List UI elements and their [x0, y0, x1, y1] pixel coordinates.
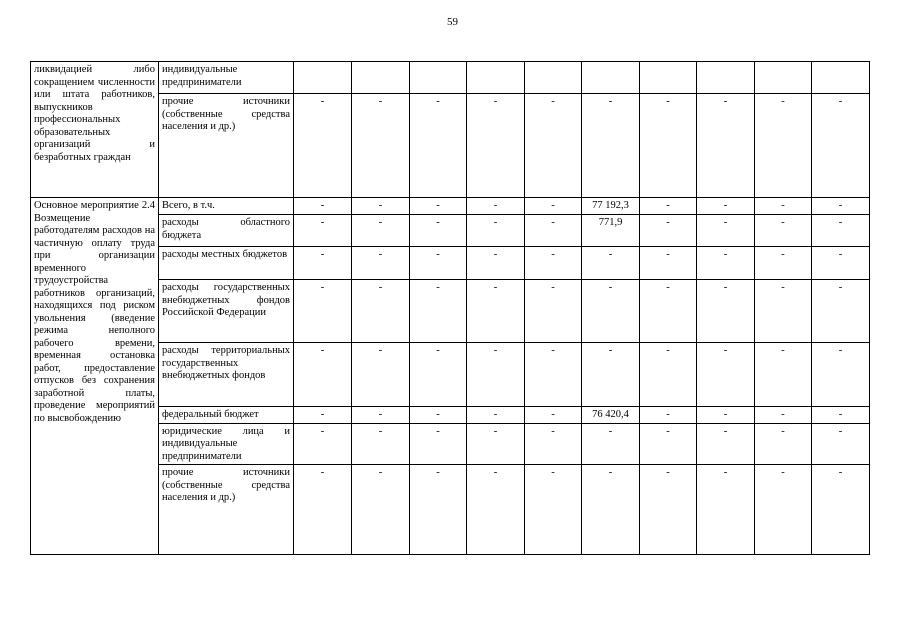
value-cell: [582, 407, 640, 424]
funding-source-cell: Всего, в т.ч.: [159, 198, 294, 215]
value-cell: [640, 343, 697, 407]
value-cell: [525, 465, 582, 555]
value-cell: [697, 465, 755, 555]
value-text: -: [320, 345, 325, 356]
value-text: -: [781, 409, 785, 420]
value-text: -: [781, 200, 785, 211]
value-cell: [582, 62, 640, 94]
value-cell: [410, 407, 467, 424]
value-text: -: [493, 282, 498, 293]
value-text: -: [551, 282, 555, 293]
value-text: -: [723, 345, 728, 356]
funding-source-cell: юридические лица и индивидуальные предприниматели: [159, 423, 294, 465]
value-cell: [294, 198, 352, 215]
value-text: -: [436, 217, 440, 228]
value-text: -: [436, 409, 440, 420]
value-cell: [294, 94, 352, 198]
value-cell: [352, 247, 410, 280]
value-cell: [525, 198, 582, 215]
value-text: -: [781, 345, 785, 356]
activity-cell: ликвидацией либо сокращением численности или штата работников, выпускников профессиональных образовательных организаций и безработных граждан: [31, 62, 159, 198]
value-cell: [352, 407, 410, 424]
value-text: -: [723, 467, 728, 478]
value-text: -: [436, 345, 440, 356]
value-text: -: [378, 282, 383, 293]
value-text: -: [666, 467, 670, 478]
value-cell: [294, 423, 352, 465]
value-cell: [467, 465, 525, 555]
value-cell: [697, 247, 755, 280]
value-text: -: [551, 345, 555, 356]
value-cell: [755, 247, 812, 280]
value-text: -: [378, 345, 383, 356]
value-cell: [467, 198, 525, 215]
value-cell: [697, 407, 755, 424]
value-text: -: [838, 409, 843, 420]
value-cell: [352, 215, 410, 247]
value-text: -: [436, 96, 440, 107]
value-text: -: [666, 217, 670, 228]
value-text: -: [838, 96, 843, 107]
value-text: -: [436, 200, 440, 211]
value-cell: [525, 407, 582, 424]
value-cell: [812, 407, 870, 424]
value-cell: [294, 62, 352, 94]
value-cell: [640, 215, 697, 247]
value-text: -: [838, 282, 843, 293]
value-text: -: [666, 249, 670, 260]
value-cell: [467, 94, 525, 198]
value-cell: [755, 465, 812, 555]
value-cell: [410, 280, 467, 343]
value-cell: [525, 343, 582, 407]
value-cell: [525, 94, 582, 198]
value-cell: [697, 215, 755, 247]
funding-source-cell: индивидуальные предприниматели: [159, 62, 294, 94]
value-text: -: [666, 200, 670, 211]
value-cell: [582, 343, 640, 407]
value-cell: [352, 198, 410, 215]
value-text: -: [666, 96, 670, 107]
value-cell: [525, 423, 582, 465]
value-text: -: [320, 409, 325, 420]
value-text: -: [378, 96, 383, 107]
value-text: -: [493, 217, 498, 228]
value-text: -: [551, 217, 555, 228]
value-cell: [755, 407, 812, 424]
value-text: -: [608, 249, 613, 260]
value-cell: [582, 423, 640, 465]
value-text: -: [723, 425, 728, 437]
page-number: 59: [447, 16, 458, 28]
value-text: -: [608, 467, 613, 478]
value-text: -: [378, 409, 383, 420]
value-text: -: [838, 425, 843, 437]
funding-source-cell: расходы государственных внебюджетных фондов Российской Федерации: [159, 280, 294, 343]
value-text: -: [838, 467, 843, 478]
value-cell: [352, 465, 410, 555]
value-text: -: [608, 425, 613, 437]
table-row: [31, 62, 870, 94]
value-cell: [697, 198, 755, 215]
value-cell: [640, 423, 697, 465]
value-cell: [294, 343, 352, 407]
value-text: -: [436, 282, 440, 293]
value-text: -: [378, 249, 383, 260]
value-cell: [294, 215, 352, 247]
value-cell: [812, 94, 870, 198]
value-text: -: [436, 249, 440, 260]
value-text: -: [781, 282, 785, 293]
value-text: -: [320, 467, 325, 478]
value-text: -: [493, 96, 498, 107]
value-cell: [525, 247, 582, 280]
value-text: -: [378, 200, 383, 211]
value-cell: [352, 280, 410, 343]
value-cell: [352, 62, 410, 94]
funding-source-cell: расходы областного бюджета: [159, 215, 294, 247]
value-text: -: [723, 409, 728, 420]
value-text: -: [551, 409, 555, 420]
value-cell: [294, 407, 352, 424]
value-cell: [410, 343, 467, 407]
value-cell: [812, 247, 870, 280]
value-text: -: [838, 217, 843, 228]
value-text: -: [436, 425, 440, 437]
value-text: -: [493, 200, 498, 211]
value-cell: [697, 343, 755, 407]
value-text: -: [551, 425, 555, 437]
funding-source-cell: расходы территориальных государственных внебюджетных фондов: [159, 343, 294, 407]
value-cell: [812, 198, 870, 215]
value-text: -: [781, 217, 785, 228]
value-text: -: [378, 217, 383, 228]
value-cell: [755, 343, 812, 407]
value-cell: [467, 215, 525, 247]
value-text: -: [781, 425, 785, 437]
value-text: -: [838, 345, 843, 356]
value-cell: [755, 62, 812, 94]
value-text: -: [666, 409, 670, 420]
value-cell: [755, 423, 812, 465]
value-cell: [410, 423, 467, 465]
value-cell: [410, 465, 467, 555]
value-cell: [467, 343, 525, 407]
value-text: 77 192,3: [592, 200, 629, 211]
value-text: -: [551, 467, 555, 478]
value-text: -: [320, 425, 325, 437]
value-text: -: [723, 200, 728, 211]
value-cell: [812, 62, 870, 94]
value-text: -: [493, 345, 498, 356]
value-cell: [755, 215, 812, 247]
table-row: [31, 198, 870, 215]
value-text: -: [723, 96, 728, 107]
value-cell: [812, 343, 870, 407]
value-cell: [755, 280, 812, 343]
value-cell: [410, 94, 467, 198]
value-cell: [755, 198, 812, 215]
value-text: -: [781, 249, 785, 260]
value-text: -: [666, 282, 670, 293]
value-cell: [410, 198, 467, 215]
value-cell: [697, 62, 755, 94]
value-text: 76 420,4: [592, 409, 629, 420]
value-text: -: [838, 200, 843, 211]
value-text: -: [320, 217, 325, 228]
value-cell: [640, 465, 697, 555]
value-text: -: [608, 96, 613, 107]
value-cell: [294, 280, 352, 343]
value-cell: [697, 280, 755, 343]
value-text: -: [320, 96, 325, 107]
value-cell: [640, 247, 697, 280]
value-text: -: [608, 345, 613, 356]
value-cell: [582, 215, 640, 247]
value-text: -: [781, 96, 785, 107]
value-cell: [410, 215, 467, 247]
value-cell: [467, 423, 525, 465]
value-text: -: [781, 467, 785, 478]
value-cell: [525, 215, 582, 247]
value-text: -: [378, 467, 383, 478]
value-cell: [812, 280, 870, 343]
value-cell: [582, 94, 640, 198]
value-text: -: [838, 249, 843, 260]
value-cell: [697, 423, 755, 465]
value-text: -: [723, 249, 728, 260]
value-cell: [467, 280, 525, 343]
value-cell: [352, 343, 410, 407]
value-text: -: [723, 282, 728, 293]
value-cell: [467, 407, 525, 424]
value-cell: [410, 62, 467, 94]
value-cell: [812, 423, 870, 465]
value-cell: [294, 247, 352, 280]
value-cell: [525, 280, 582, 343]
value-text: -: [493, 409, 498, 420]
funding-source-cell: федеральный бюджет: [159, 407, 294, 424]
value-cell: [640, 94, 697, 198]
value-cell: [352, 94, 410, 198]
value-cell: [640, 407, 697, 424]
value-text: -: [551, 96, 555, 107]
value-text: -: [493, 249, 498, 260]
value-cell: [467, 247, 525, 280]
value-cell: [582, 465, 640, 555]
value-text: -: [320, 282, 325, 293]
value-text: -: [493, 425, 498, 437]
value-cell: [697, 94, 755, 198]
value-cell: [352, 423, 410, 465]
value-cell: [755, 94, 812, 198]
value-cell: [640, 280, 697, 343]
value-cell: [812, 215, 870, 247]
value-cell: [812, 465, 870, 555]
value-cell: [525, 62, 582, 94]
value-cell: [582, 247, 640, 280]
value-text: -: [551, 200, 555, 211]
value-text: -: [493, 467, 498, 478]
value-text: -: [666, 345, 670, 356]
value-text: -: [551, 249, 555, 260]
value-cell: [467, 62, 525, 94]
value-text: -: [320, 200, 325, 211]
value-cell: [294, 465, 352, 555]
value-cell: [410, 247, 467, 280]
value-text: 771,9: [598, 217, 623, 228]
funding-table: [30, 61, 870, 555]
activity-cell: Основное мероприятие 2.4 Возмещение работодателям расходов на частичную оплату труда при организации временного трудоустройства работников организаций, находящихся под риском увольнения (введение режима неполного рабочего времени, временная остановка работ, предоставление отпусков без сохранения заработной платы, проведение мероприятий по высвобождению: [31, 198, 159, 555]
value-text: -: [436, 467, 440, 478]
value-text: -: [723, 217, 728, 228]
value-cell: [582, 280, 640, 343]
value-text: -: [666, 425, 670, 437]
value-text: -: [378, 425, 383, 437]
funding-source-cell: прочие источники (собственные средства населения и др.): [159, 94, 294, 198]
value-cell: [640, 198, 697, 215]
value-cell: [582, 198, 640, 215]
value-cell: [640, 62, 697, 94]
funding-source-cell: прочие источники (собственные средства населения и др.): [159, 465, 294, 555]
value-text: -: [608, 282, 613, 293]
funding-source-cell: расходы местных бюджетов: [159, 247, 294, 280]
value-text: -: [320, 249, 325, 260]
